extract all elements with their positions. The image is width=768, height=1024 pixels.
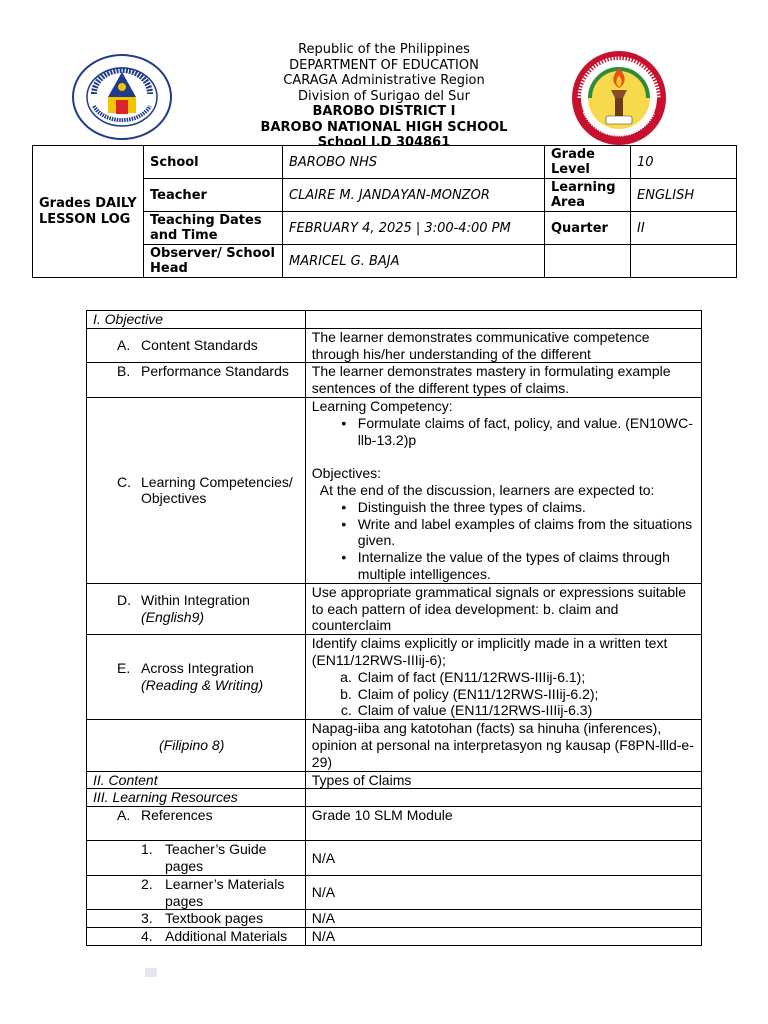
header-school-id: School I.D 304861 bbox=[317, 135, 451, 150]
empty-cell bbox=[631, 245, 737, 278]
school-label: School bbox=[144, 146, 283, 179]
teaching-dates-value: FEBRUARY 4, 2025 | 3:00-4:00 PM bbox=[283, 212, 545, 245]
additional-materials-value: N/A bbox=[305, 928, 701, 946]
objective-heading: I. Objective bbox=[87, 311, 306, 329]
item-marker: A. bbox=[117, 337, 131, 354]
references-value: Grade 10 SLM Module bbox=[305, 807, 701, 841]
list-item bbox=[312, 549, 695, 583]
item-label: Performance Standards bbox=[141, 363, 289, 380]
page-marker bbox=[145, 968, 157, 977]
lesson-log-title: Grades DAILY LESSON LOG bbox=[33, 146, 144, 278]
teachers-guide-label bbox=[87, 841, 306, 876]
bullet-icon: • bbox=[341, 498, 347, 515]
item-marker: 4. bbox=[141, 928, 153, 945]
list-item-text: Internalize the value of the types of claims through multiple intelligences. bbox=[357, 549, 670, 582]
within-integration-value: Use appropriate grammatical signals or expressions suitable to each pattern of idea development: b. claim and counterclaim bbox=[305, 583, 701, 634]
within-integration-label bbox=[87, 583, 306, 634]
item-marker: D. bbox=[117, 592, 131, 609]
empty-cell bbox=[305, 311, 701, 329]
item-marker: 3. bbox=[141, 910, 153, 927]
item-marker: B. bbox=[117, 363, 131, 380]
list-item bbox=[312, 669, 695, 686]
lesson-log-info-table bbox=[32, 145, 737, 278]
learning-resources-heading: III. Learning Resources bbox=[87, 789, 306, 807]
item-marker: C. bbox=[117, 473, 131, 490]
item-label-text: Across Integration bbox=[141, 660, 254, 677]
learners-materials-value: N/A bbox=[305, 875, 701, 910]
item-label: Learner’s Materials pages bbox=[165, 875, 285, 909]
filipino-integration-label: (Filipino 8) bbox=[87, 720, 306, 771]
quarter-value: II bbox=[631, 212, 737, 245]
competency-title: Learning Competency: bbox=[311, 397, 453, 414]
observer-label: Observer/ School Head bbox=[144, 245, 283, 278]
item-marker: 1. bbox=[141, 841, 153, 858]
item-label: Learning Competencies/ Objectives bbox=[141, 473, 293, 507]
observer-value: MARICEL G. BAJA bbox=[283, 245, 545, 278]
list-item bbox=[312, 702, 695, 719]
objectives-intro: At the end of the discussion, learners are expected to: bbox=[319, 481, 655, 498]
learners-materials-label bbox=[87, 875, 306, 910]
header-school: BAROBO NATIONAL HIGH SCHOOL bbox=[260, 119, 508, 135]
empty-cell bbox=[545, 245, 631, 278]
item-label-text: Within Integration bbox=[141, 592, 250, 609]
list-item bbox=[312, 686, 695, 703]
textbook-pages-label bbox=[87, 910, 306, 928]
item-label: Content Standards bbox=[141, 337, 258, 354]
list-item-text: Claim of policy (EN11/12RWS-IIIij-6.2); bbox=[357, 685, 599, 702]
list-item-text: Claim of value (EN11/12RWS-IIIij-6.3) bbox=[357, 702, 593, 719]
lesson-plan-table bbox=[86, 310, 702, 946]
across-integration-label bbox=[87, 635, 306, 720]
list-item-text: Formulate claims of fact, policy, and value. (EN10WC-llb-13.2)p bbox=[357, 414, 693, 448]
learning-competencies-label bbox=[87, 397, 306, 583]
objectives-title: Objectives: bbox=[311, 465, 382, 482]
list-item-text: Write and label examples of claims from the situations given. bbox=[357, 515, 693, 549]
teacher-value: CLAIRE M. JANDAYAN-MONZOR bbox=[283, 179, 545, 212]
header-district: BAROBO DISTRICT I bbox=[312, 104, 456, 119]
across-integration-value bbox=[305, 635, 701, 720]
header-republic: Republic of the Philippines bbox=[298, 42, 470, 57]
learning-competencies-value bbox=[305, 397, 701, 583]
item-label: Teacher’s Guide pages bbox=[165, 841, 267, 874]
item-marker: A. bbox=[117, 807, 131, 824]
item-marker: a. bbox=[340, 668, 352, 685]
performance-standards-value: The learner demonstrates mastery in formulating example sentences of the different types of claims. bbox=[305, 363, 701, 398]
bullet-icon: • bbox=[341, 414, 347, 431]
bullet-icon: • bbox=[341, 515, 347, 532]
textbook-pages-value: N/A bbox=[305, 910, 701, 928]
list-item bbox=[312, 516, 695, 550]
item-marker: b. bbox=[340, 685, 352, 702]
teachers-guide-value: N/A bbox=[305, 841, 701, 876]
empty-cell bbox=[305, 789, 701, 807]
header-region: CARAGA Administrative Region bbox=[283, 73, 485, 88]
grade-level-value: 10 bbox=[631, 146, 737, 179]
school-seal-logo bbox=[566, 50, 672, 146]
performance-standards-label bbox=[87, 363, 306, 398]
deped-seal-logo bbox=[72, 54, 172, 140]
learning-area-label: Learning Area bbox=[545, 179, 631, 212]
content-standards-label bbox=[87, 328, 306, 363]
item-label: Additional Materials bbox=[165, 928, 288, 945]
list-item-text: Claim of fact (EN11/12RWS-IIIij-6.1); bbox=[357, 668, 586, 685]
item-sublabel: (Reading & Writing) bbox=[141, 677, 264, 694]
header-department: DEPARTMENT OF EDUCATION bbox=[289, 57, 479, 73]
teaching-dates-label: Teaching Dates and Time bbox=[144, 212, 283, 245]
list-item-text: Distinguish the three types of claims. bbox=[357, 498, 586, 515]
grade-level-label: Grade Level bbox=[545, 146, 631, 179]
item-marker: c. bbox=[340, 702, 352, 719]
content-standards-value: The learner demonstrates communicative competence through his/her understanding of the different bbox=[305, 328, 701, 363]
header-division: Division of Surigao del Sur bbox=[298, 88, 470, 104]
item-sublabel: (English9) bbox=[141, 608, 205, 625]
content-value: Types of Claims bbox=[305, 771, 701, 789]
item-label: Textbook pages bbox=[165, 910, 264, 927]
teacher-label: Teacher bbox=[144, 179, 283, 212]
bullet-icon: • bbox=[341, 549, 347, 566]
item-label bbox=[141, 592, 299, 626]
additional-materials-label bbox=[87, 928, 306, 946]
learning-area-value: ENGLISH bbox=[631, 179, 737, 212]
item-label: References bbox=[141, 807, 213, 824]
content-heading: II. Content bbox=[87, 771, 306, 789]
list-item bbox=[312, 415, 695, 449]
quarter-label: Quarter bbox=[545, 212, 631, 245]
school-value: BAROBO NHS bbox=[283, 146, 545, 179]
list-item bbox=[312, 499, 695, 516]
across-integration-text: Identify claims explicitly or implicitly made in a written text (EN11/12RWS-IIIij-6); bbox=[311, 635, 668, 668]
item-label bbox=[141, 660, 299, 694]
references-label bbox=[87, 807, 306, 841]
item-marker: 2. bbox=[141, 875, 153, 892]
item-marker: E. bbox=[117, 660, 131, 677]
filipino-integration-value: Napag-iiba ang katotohan (facts) sa hinuha (inferences), opinion at personal na interpretasyon ng kausap (F8PN-llld-e-29) bbox=[305, 720, 701, 771]
